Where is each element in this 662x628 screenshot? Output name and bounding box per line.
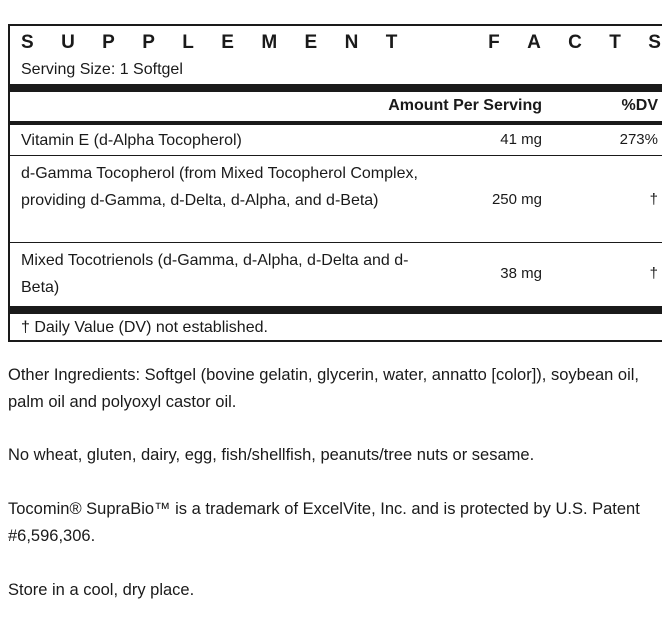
allergen-statement: No wheat, gluten, dairy, egg, fish/shellfish, peanuts/tree nuts or sesame. [8,446,535,464]
title-letter: M [261,32,278,53]
row-divider [10,242,662,243]
thick-divider [10,84,662,92]
title-gap [425,32,461,54]
nutrient-amount: 41 mg [500,131,542,148]
nutrient-dv: † [649,191,658,208]
supplement-facts-panel [8,24,662,342]
title-letter: N [344,32,359,53]
other-ingredients: Other Ingredients: Softgel (bovine gelatin, glycerin, water, annatto [color]), soybean oil, palm oil and polyoxyl castor oil. [8,366,640,411]
dv-footnote: † Daily Value (DV) not established. [21,319,268,336]
trademark-notice: Tocomin® SupraBio™ is a trademark of ExcelVite, Inc. and is protected by U.S. Patent #6,596,306. [8,500,640,545]
title-letter: T [385,32,398,53]
amount-header: Amount Per Serving [388,97,542,114]
title-letter: T [609,32,621,53]
title-letter: P [142,32,155,53]
row-divider [10,155,662,156]
title-letter: L [182,32,194,53]
title-letter: C [568,32,582,53]
title-letter: E [304,32,318,53]
title-letter: S [648,32,661,53]
medium-divider [10,121,662,125]
title-letter: U [61,32,75,53]
nutrient-dv: † [649,265,658,282]
nutrient-name: Vitamin E (d-Alpha Tocopherol) [21,132,242,149]
title-letter: F [488,32,500,53]
panel-title [21,32,661,54]
nutrient-amount: 250 mg [491,191,542,208]
dv-header: %DV [621,97,658,114]
serving-size: Serving Size: 1 Softgel [21,61,183,78]
nutrient-amount: 38 mg [500,265,542,282]
storage-instructions: Store in a cool, dry place. [8,581,195,599]
thick-divider [10,306,662,314]
nutrient-dv: 273% [619,131,658,148]
title-letter: P [102,32,115,53]
title-letter: A [527,32,541,53]
nutrient-name: Mixed Tocotrienols (d-Gamma, d-Alpha, d-Delta and d-Beta) [21,252,409,296]
nutrient-name: d-Gamma Tocopherol (from Mixed Tocopherol Complex, providing d-Gamma, d-Delta, d-Alpha, and d-Beta) [21,165,418,209]
title-letter: E [221,32,234,53]
title-letter: S [21,32,34,53]
